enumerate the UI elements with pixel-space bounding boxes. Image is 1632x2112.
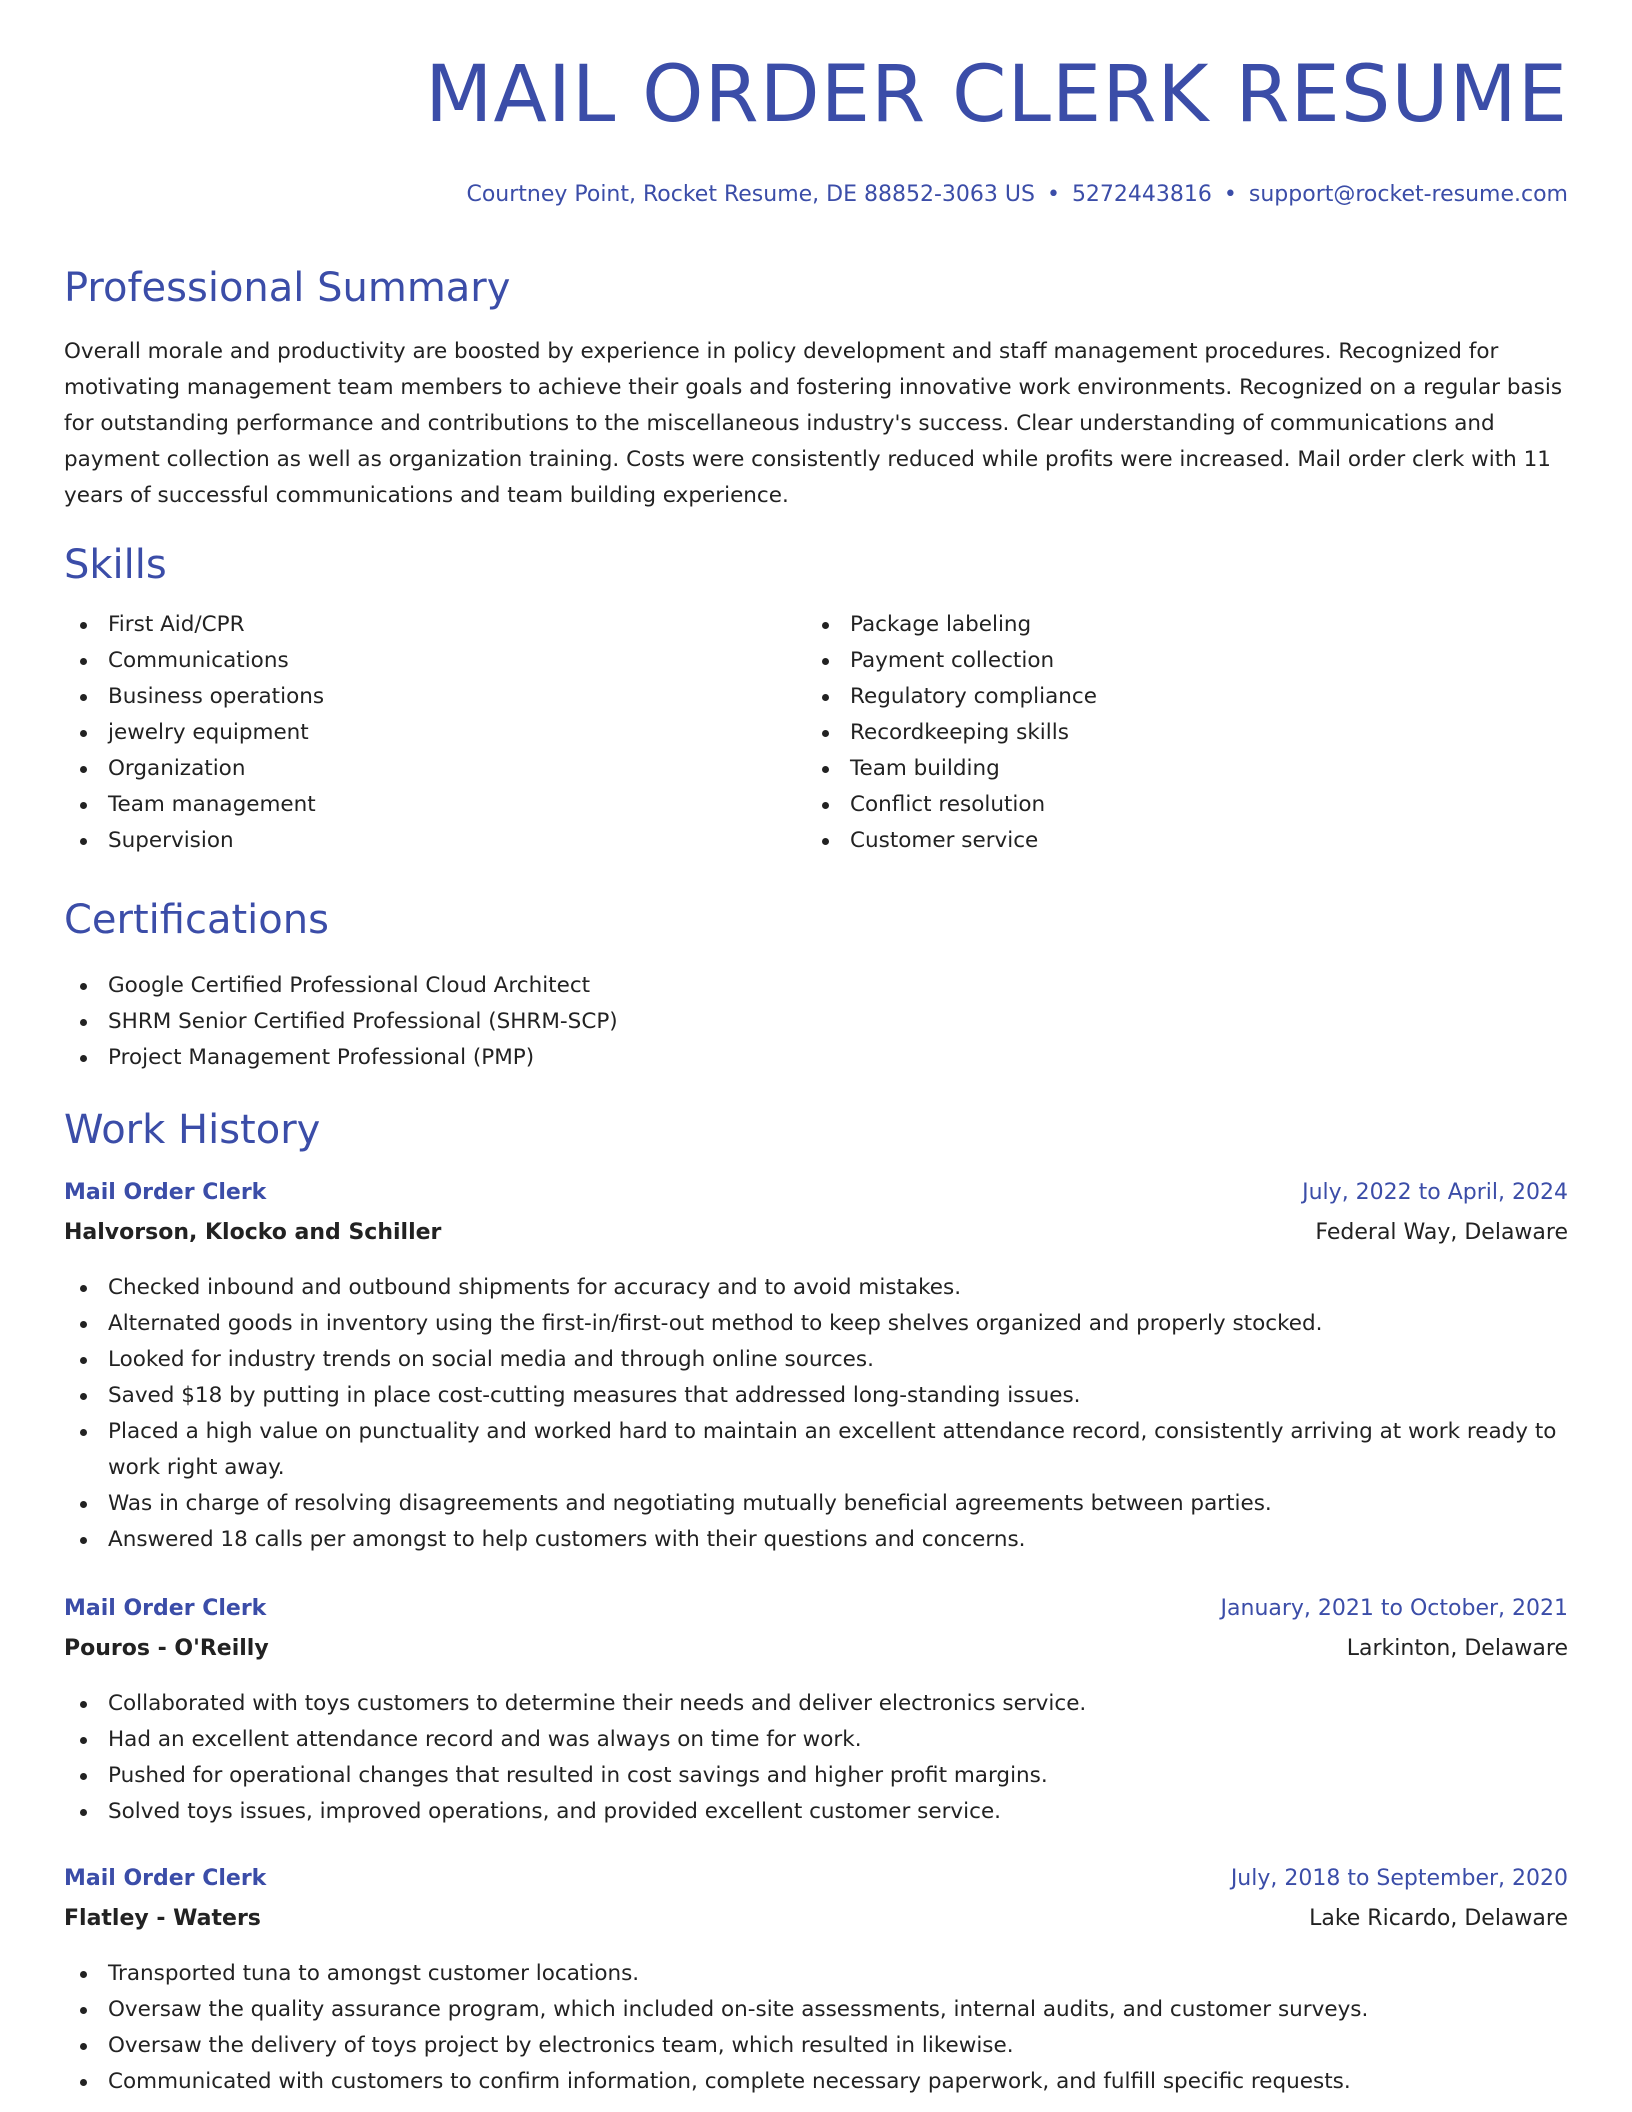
skill-item: Team building — [806, 751, 1506, 787]
skill-item: Customer service — [806, 823, 1506, 859]
resume-title: MAIL ORDER CLERK RESUME — [425, 50, 1568, 140]
skill-item: jewelry equipment — [64, 715, 764, 751]
job-bullet: Alternated goods in inventory using the first-in/first-out method to keep shelves organized and properly stocked. — [64, 1306, 1568, 1342]
skill-item: Regulatory compliance — [806, 679, 1506, 715]
skills-list-left — [64, 607, 764, 859]
skill-item: Package labeling — [806, 607, 1506, 643]
job-title: Mail Order Clerk — [64, 1180, 267, 1205]
job-bullet: Saved $18 by putting in place cost-cutting measures that addressed long-standing issues. — [64, 1378, 1568, 1414]
job-bullet: Solved toys issues, improved operations, and provided excellent customer service. — [64, 1794, 1568, 1830]
skill-item: Supervision — [64, 823, 764, 859]
contact-separator: • — [1046, 182, 1060, 207]
skills-list-right — [806, 607, 1506, 859]
job-bullets — [64, 1686, 1568, 1830]
job-bullet: Had an excellent attendance record and was always on time for work. — [64, 1722, 1568, 1758]
job-bullets — [64, 1270, 1568, 1558]
work-history-heading: Work History — [64, 1107, 321, 1153]
skill-item: Business operations — [64, 679, 764, 715]
job-bullet: Oversaw the delivery of toys project by electronics team, which resulted in likewise. — [64, 2028, 1568, 2064]
job-header — [64, 1866, 1568, 1931]
job-header — [64, 1596, 1568, 1661]
contact-address: Courtney Point, Rocket Resume, DE 88852-3063 US — [466, 182, 1035, 207]
certifications-list — [64, 968, 1568, 1076]
skill-item: Organization — [64, 751, 764, 787]
contact-separator: • — [1223, 182, 1237, 207]
job-bullet: Was in charge of resolving disagreements and negotiating mutually beneficial agreements between parties. — [64, 1486, 1568, 1522]
job-location: Lake Ricardo, Delaware — [1309, 1906, 1568, 1931]
job-dates: July, 2018 to September, 2020 — [1230, 1866, 1568, 1891]
job-bullets — [64, 1956, 1568, 2100]
job-title: Mail Order Clerk — [64, 1596, 267, 1621]
job-location: Federal Way, Delaware — [1315, 1220, 1568, 1245]
certification-item: Google Certified Professional Cloud Architect — [64, 968, 1568, 1004]
summary-text: Overall morale and productivity are boosted by experience in policy development and staff management procedures. Recognized for motivating management team members to achieve their goals and fostering innovative work environments. Recognized on a regular basis for outstanding performance and contributions to the miscellaneous industry's success. Clear understanding of communications and payment collection as well as organization training. Costs were consistently reduced while profits were increased. Mail order clerk with 11 years of successful communications and team building experience. — [64, 339, 1563, 508]
contact-email: support@rocket-resume.com — [1248, 182, 1568, 207]
job-location: Larkinton, Delaware — [1346, 1636, 1568, 1661]
skill-item: Payment collection — [806, 643, 1506, 679]
skill-item: Team management — [64, 787, 764, 823]
job-header — [64, 1180, 1568, 1245]
job-bullet: Pushed for operational changes that resulted in cost savings and higher profit margins. — [64, 1758, 1568, 1794]
job-company: Halvorson, Klocko and Schiller — [64, 1220, 442, 1245]
certification-item: Project Management Professional (PMP) — [64, 1040, 1568, 1076]
job-title: Mail Order Clerk — [64, 1866, 267, 1891]
job-company: Pouros - O'Reilly — [64, 1636, 269, 1661]
skill-item: Recordkeeping skills — [806, 715, 1506, 751]
job-bullet: Oversaw the quality assurance program, which included on-site assessments, internal audits, and customer surveys. — [64, 1992, 1568, 2028]
job-bullet: Transported tuna to amongst customer locations. — [64, 1956, 1568, 1992]
job-bullet: Looked for industry trends on social media and through online sources. — [64, 1342, 1568, 1378]
skills-heading: Skills — [64, 542, 167, 588]
skill-item: Conflict resolution — [806, 787, 1506, 823]
job-bullet: Communicated with customers to confirm information, complete necessary paperwork, and fulfill specific requests. — [64, 2064, 1568, 2100]
job-bullet: Checked inbound and outbound shipments for accuracy and to avoid mistakes. — [64, 1270, 1568, 1306]
job-company: Flatley - Waters — [64, 1906, 261, 1931]
contact-phone: 5272443816 — [1071, 182, 1212, 207]
job-dates: January, 2021 to October, 2021 — [1220, 1596, 1568, 1621]
certification-item: SHRM Senior Certified Professional (SHRM-SCP) — [64, 1004, 1568, 1040]
skill-item: First Aid/CPR — [64, 607, 764, 643]
job-dates: July, 2022 to April, 2024 — [1302, 1180, 1568, 1205]
summary-heading: Professional Summary — [64, 265, 511, 311]
job-bullet: Placed a high value on punctuality and worked hard to maintain an excellent attendance record, consistently arriving at work ready to work right away. — [64, 1414, 1568, 1486]
contact-line — [466, 182, 1568, 207]
job-bullet: Answered 18 calls per amongst to help customers with their questions and concerns. — [64, 1522, 1568, 1558]
skill-item: Communications — [64, 643, 764, 679]
certifications-heading: Certifications — [64, 897, 329, 943]
job-bullet: Collaborated with toys customers to determine their needs and deliver electronics service. — [64, 1686, 1568, 1722]
